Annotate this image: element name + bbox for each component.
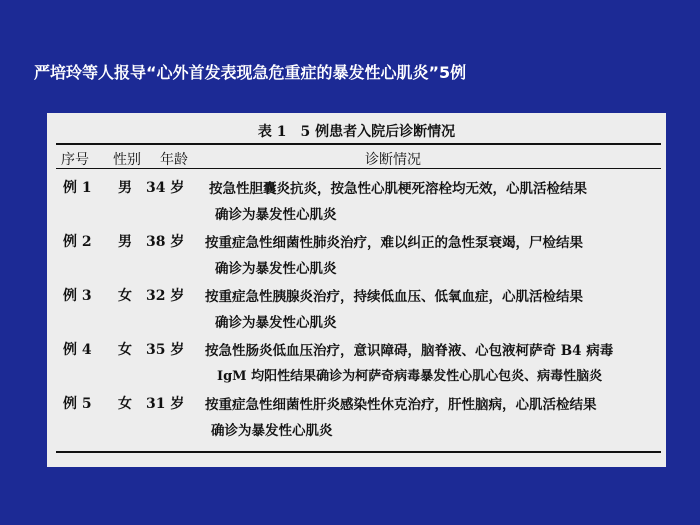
row-diagnosis-line2: 确诊为暴发性心肌炎 (215, 207, 337, 223)
table-bottom-rule (56, 451, 661, 453)
row-seq: 例 1 (63, 180, 92, 196)
row-sex: 男 (118, 234, 132, 250)
row-seq: 例 3 (63, 288, 92, 304)
row-diagnosis-line2: 确诊为暴发性心肌炎 (215, 261, 337, 277)
row-age: 32 岁 (146, 288, 185, 304)
row-diagnosis-line1: 按急性肠炎低血压治疗，意识障碍，脑脊液、心包液柯萨奇 B4 病毒 (205, 343, 614, 359)
row-diagnosis-line1: 按重症急性细菌性肝炎感染性休克治疗，肝性脑病，心肌活检结果 (205, 397, 597, 413)
row-diagnosis-line1: 按急性胆囊炎抗炎，按急性心肌梗死溶栓均无效，心肌活检结果 (209, 181, 587, 197)
row-age: 38 岁 (146, 234, 185, 250)
table-top-rule (56, 143, 661, 145)
table-caption: 表 1 5 例患者入院后诊断情况 (257, 124, 456, 140)
header-age: 年龄 (160, 152, 188, 168)
row-seq: 例 2 (63, 234, 92, 250)
row-age: 31 岁 (146, 396, 185, 412)
row-sex: 女 (118, 288, 132, 304)
row-diagnosis-line2: 确诊为暴发性心肌炎 (211, 423, 333, 439)
row-age: 35 岁 (146, 342, 185, 358)
row-diagnosis-line1: 按重症急性细菌性肺炎治疗，难以纠正的急性泵衰竭，尸检结果 (205, 235, 583, 251)
row-sex: 女 (118, 342, 132, 358)
slide-title: 严培玲等人报导“心外首发表现急危重症的暴发性心肌炎”5例 (34, 63, 467, 82)
row-sex: 男 (118, 180, 132, 196)
row-diagnosis-line2: 确诊为暴发性心肌炎 (215, 315, 337, 331)
header-diagnosis: 诊断情况 (365, 152, 421, 168)
diagnosis-table (47, 113, 666, 467)
row-seq: 例 5 (63, 396, 92, 412)
row-diagnosis-line1: 按重症急性胰腺炎治疗，持续低血压、低氧血症，心肌活检结果 (205, 289, 583, 305)
row-age: 34 岁 (146, 180, 185, 196)
table-header-rule (56, 168, 661, 169)
row-seq: 例 4 (63, 342, 92, 358)
row-sex: 女 (118, 396, 132, 412)
header-seq: 序号 (61, 152, 89, 168)
header-sex: 性别 (113, 152, 141, 168)
row-diagnosis-line2: IgM 均阳性结果确诊为柯萨奇病毒暴发性心肌心包炎、病毒性脑炎 (217, 369, 603, 384)
